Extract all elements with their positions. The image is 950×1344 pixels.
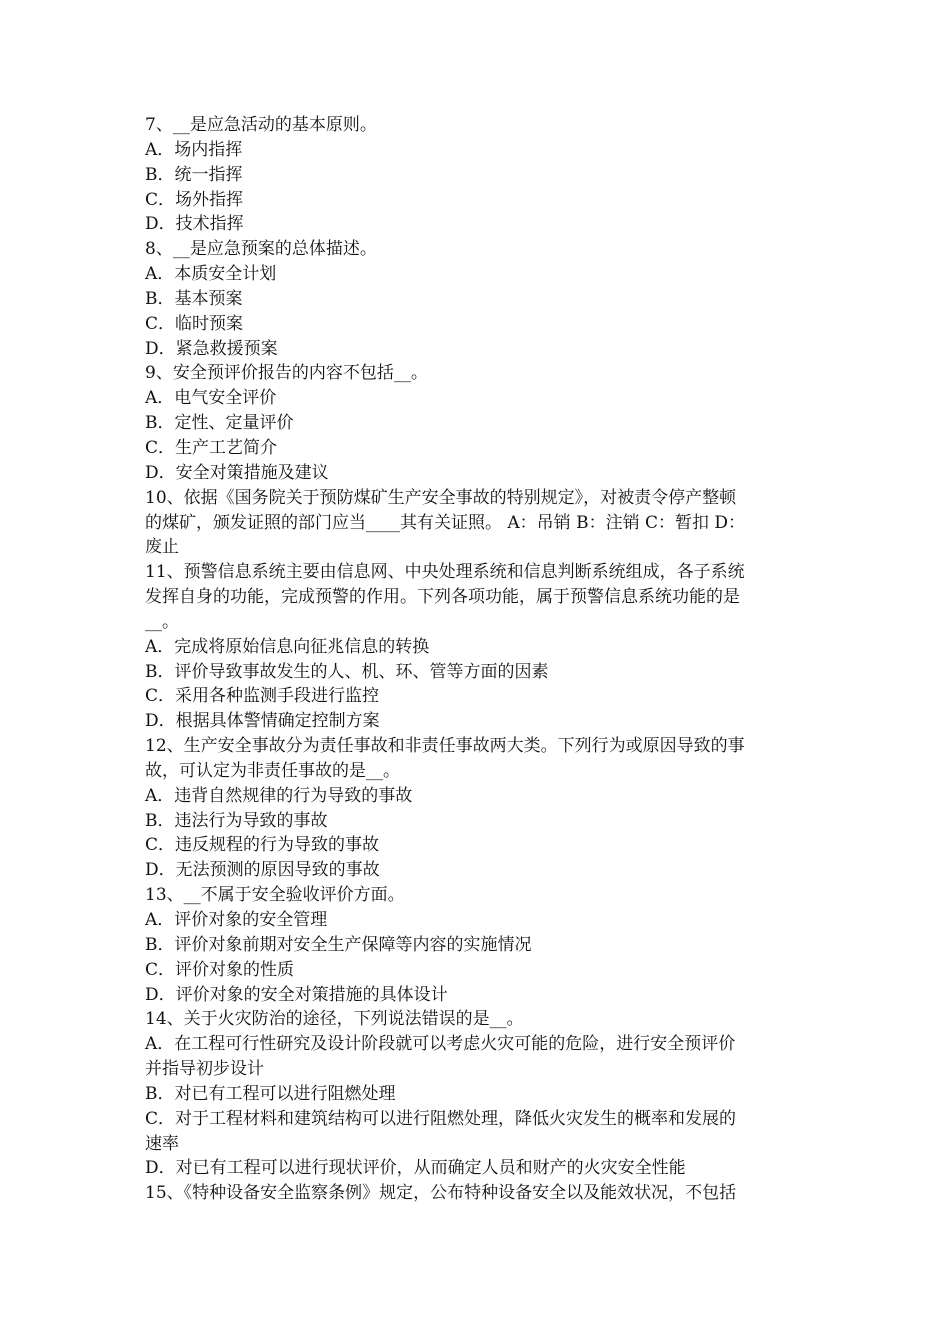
q8-option-a: A．本质安全计划 [145, 264, 277, 285]
q11-stem-line-1: 11、预警信息系统主要由信息网、中央处理系统和信息判断系统组成，各子系统 [145, 562, 745, 583]
document-body [145, 113, 810, 1206]
q8-option-c: C．临时预案 [145, 313, 244, 334]
q13-option-d: D．评价对象的安全对策措施的具体设计 [145, 984, 448, 1005]
q10-stem-line-2: 的煤矿，颁发证照的部门应当____其有关证照。 A：吊销 B：注销 C：暂扣 D： [145, 512, 746, 533]
q7-option-a: A．场内指挥 [145, 139, 243, 160]
q9-option-c: C．生产工艺简介 [145, 437, 278, 458]
q14-option-c-line-1: C．对于工程材料和建筑结构可以进行阻燃处理，降低火灾发生的概率和发展的 [145, 1108, 737, 1129]
q7-option-b: B．统一指挥 [145, 164, 243, 185]
q9-option-a: A．电气安全评价 [145, 388, 277, 409]
q11-option-c: C．采用各种监测手段进行监控 [145, 686, 380, 707]
q13-option-b: B．评价对象前期对安全生产保障等内容的实施情况 [145, 934, 532, 955]
q9-stem: 9、安全预评价报告的内容不包括__。 [145, 363, 428, 384]
q8-stem: 8、__是应急预案的总体描述。 [145, 239, 377, 260]
q12-option-a: A．违背自然规律的行为导致的事故 [145, 785, 413, 806]
q11-option-a: A．完成将原始信息向征兆信息的转换 [145, 636, 430, 657]
q14-stem: 14、关于火灾防治的途径，下列说法错误的是__。 [145, 1009, 524, 1030]
q10-stem-line-1: 10、依据《国务院关于预防煤矿生产安全事故的特别规定》，对被责令停产整顿 [145, 487, 737, 508]
q11-stem-line-2: 发挥自身的功能，完成预警的作用。下列各项功能，属于预警信息系统功能的是 [145, 587, 740, 608]
q13-stem: 13、__不属于安全验收评价方面。 [145, 885, 405, 906]
q13-option-c: C．评价对象的性质 [145, 959, 295, 980]
q13-option-a: A．评价对象的安全管理 [145, 910, 328, 930]
q14-option-d: D．对已有工程可以进行现状评价，从而确定人员和财产的火灾安全性能 [145, 1158, 686, 1179]
q11-option-b: B．评价导致事故发生的人、机、环、管等方面的因素 [145, 661, 549, 682]
q15-stem: 15、《特种设备安全监察条例》规定，公布特种设备安全以及能效状况，不包括 [145, 1183, 737, 1204]
q14-option-b: B．对已有工程可以进行阻燃处理 [145, 1083, 396, 1104]
q14-option-c-line-2: 速率 [145, 1133, 179, 1154]
q12-stem-line-2: 故，可认定为非责任事故的是__。 [145, 760, 400, 781]
q9-option-b: B．定性、定量评价 [145, 413, 294, 434]
q11-option-d: D．根据具体警情确定控制方案 [145, 711, 380, 732]
q12-option-b: B．违法行为导致的事故 [145, 810, 328, 831]
q7-stem: 7、__是应急活动的基本原则。 [145, 115, 377, 135]
q10-stem-line-3: 废止 [145, 537, 179, 558]
q14-option-a-line-2: 并指导初步设计 [145, 1059, 264, 1080]
q7-option-c: C．场外指挥 [145, 189, 244, 210]
q12-option-c: C．违反规程的行为导致的事故 [145, 835, 380, 856]
q9-option-d: D．安全对策措施及建议 [145, 462, 329, 483]
q8-option-d: D．紧急救援预案 [145, 338, 278, 359]
q7-option-d: D．技术指挥 [145, 214, 244, 235]
q12-option-d: D．无法预测的原因导致的事故 [145, 860, 380, 881]
q11-stem-line-3: __。 [145, 611, 179, 632]
q14-option-a-line-1: A．在工程可行性研究及设计阶段就可以考虑火灾可能的危险，进行安全预评价 [145, 1034, 736, 1055]
q8-option-b: B．基本预案 [145, 288, 243, 309]
q12-stem-line-1: 12、生产安全事故分为责任事故和非责任事故两大类。下列行为或原因导致的事 [145, 736, 745, 757]
